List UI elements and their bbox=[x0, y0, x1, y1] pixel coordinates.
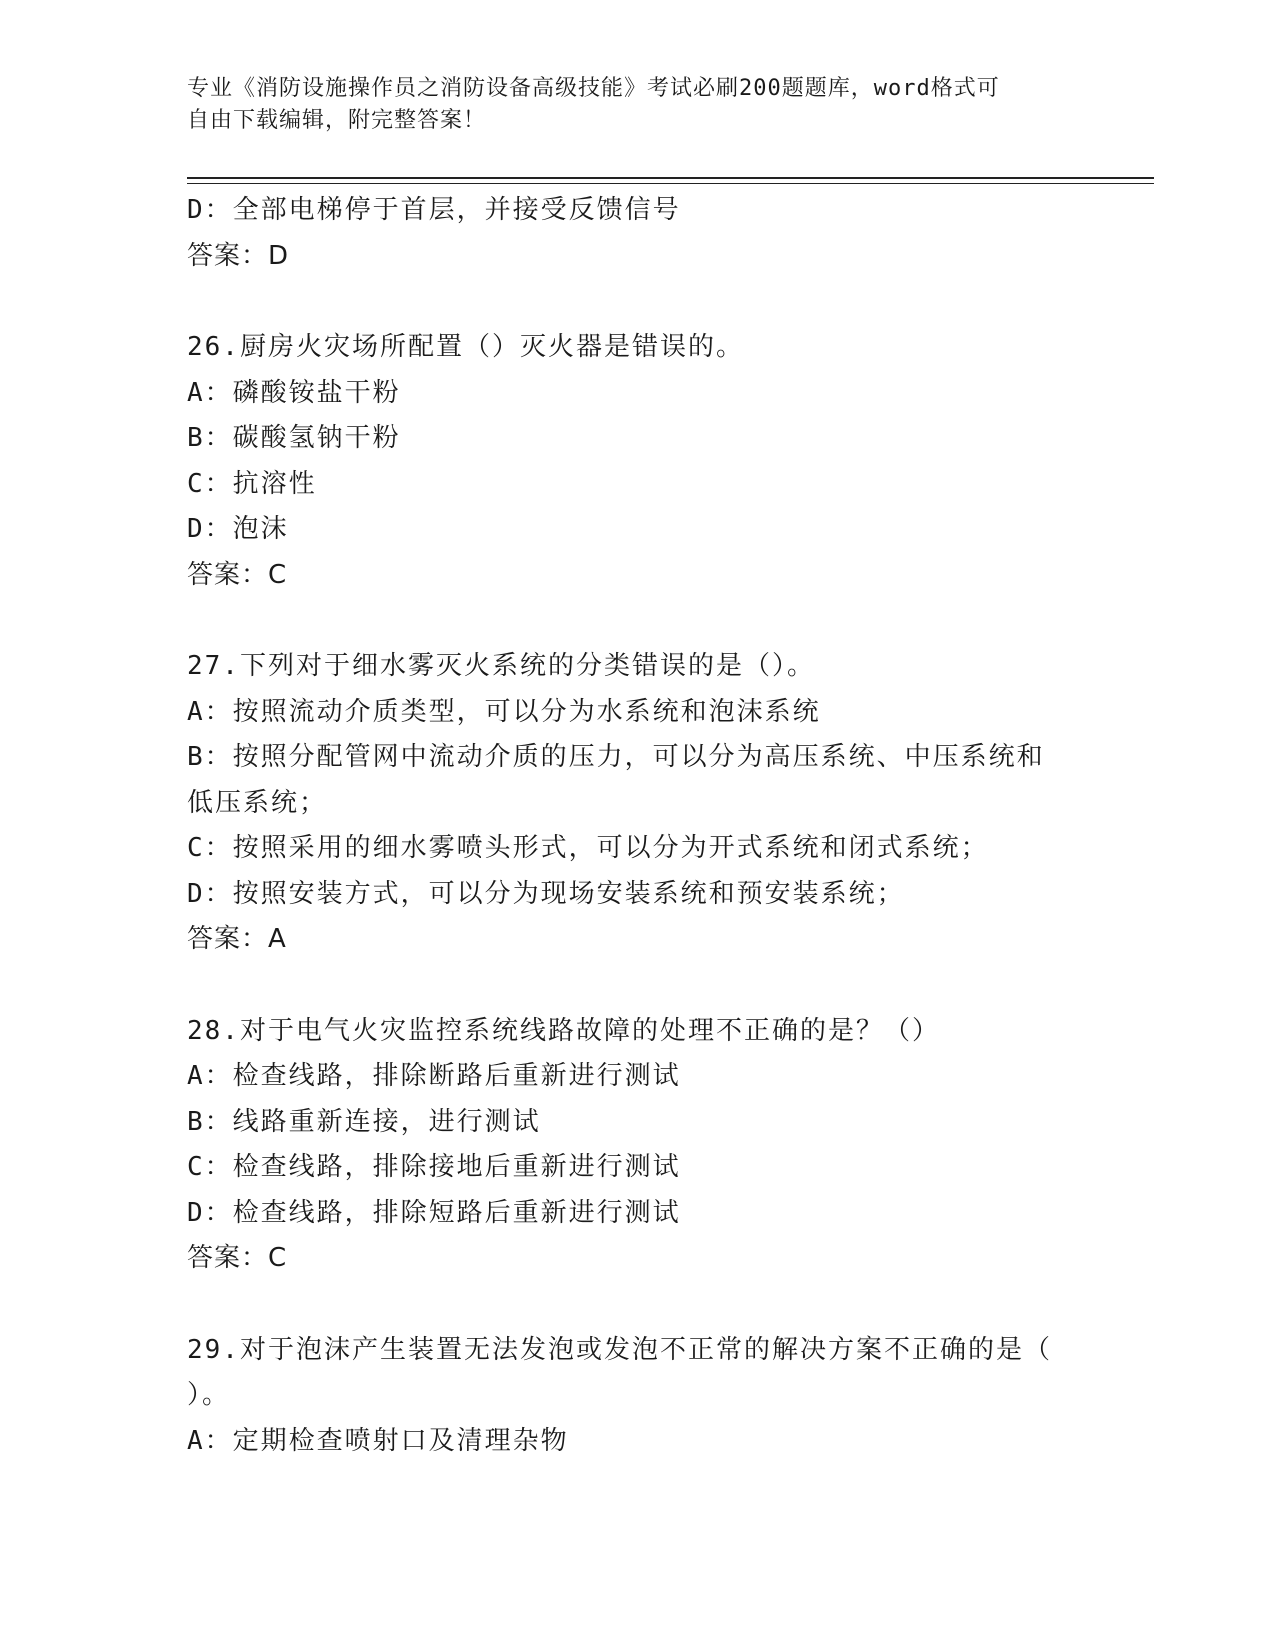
question-content bbox=[187, 188, 1077, 1464]
spacer bbox=[187, 963, 1077, 1009]
question-stem: 29.对于泡沫产生装置无法发泡或发泡不正常的解决方案不正确的是（ bbox=[187, 1334, 1052, 1365]
question-block bbox=[187, 644, 1077, 963]
question-stem: 28.对于电气火灾监控系统线路故障的处理不正确的是？（） bbox=[187, 1015, 940, 1046]
option-text: D：全部电梯停于首层，并接受反馈信号 bbox=[187, 195, 681, 225]
option-text: B：按照分配管网中流动介质的压力，可以分为高压系统、中压系统和 bbox=[187, 742, 1045, 772]
question-block bbox=[187, 1009, 1077, 1282]
header-line: 专业《消防设施操作员之消防设备高级技能》考试必刷200题题库，word格式可 bbox=[187, 76, 1000, 101]
option-text: A：按照流动介质类型，可以分为水系统和泡沫系统 bbox=[187, 696, 821, 727]
question-stem: 27.下列对于细水雾灭火系统的分类错误的是（）。 bbox=[187, 651, 815, 681]
option-text: D：按照安装方式，可以分为现场安装系统和预安装系统； bbox=[187, 878, 905, 909]
document-header bbox=[187, 73, 1087, 137]
question-stem: 26.厨房火灾场所配置（）灭火器是错误的。 bbox=[187, 332, 744, 362]
option-text: C：按照采用的细水雾喷头形式，可以分为开式系统和闭式系统； bbox=[187, 833, 989, 863]
option-text: 低压系统； bbox=[187, 787, 328, 818]
option-text: A：定期检查喷射口及清理杂物 bbox=[187, 1425, 569, 1456]
option-text: C：抗溶性 bbox=[187, 468, 317, 499]
question-block bbox=[187, 325, 1077, 598]
header-divider bbox=[187, 177, 1154, 179]
answer-text: 答案：C bbox=[187, 559, 288, 590]
spacer bbox=[187, 279, 1077, 325]
answer-text: 答案：D bbox=[187, 240, 290, 271]
option-text: C：检查线路，排除接地后重新进行测试 bbox=[187, 1152, 681, 1182]
answer-text: 答案：A bbox=[187, 924, 287, 954]
spacer bbox=[187, 1282, 1077, 1328]
option-text: B：线路重新连接，进行测试 bbox=[187, 1106, 541, 1137]
option-text: A：检查线路，排除断路后重新进行测试 bbox=[187, 1061, 681, 1091]
option-text: D：泡沫 bbox=[187, 514, 289, 544]
option-text: A：磷酸铵盐干粉 bbox=[187, 377, 401, 408]
question-block bbox=[187, 1328, 1077, 1465]
header-line: 自由下载编辑，附完整答案！ bbox=[187, 108, 487, 133]
option-text: D：检查线路，排除短路后重新进行测试 bbox=[187, 1197, 681, 1228]
answer-text: 答案：C bbox=[187, 1243, 288, 1273]
spacer bbox=[187, 598, 1077, 644]
header-divider bbox=[187, 183, 1154, 184]
question-stem: ）。 bbox=[187, 1380, 231, 1410]
option-text: B：碳酸氢钠干粉 bbox=[187, 423, 401, 453]
